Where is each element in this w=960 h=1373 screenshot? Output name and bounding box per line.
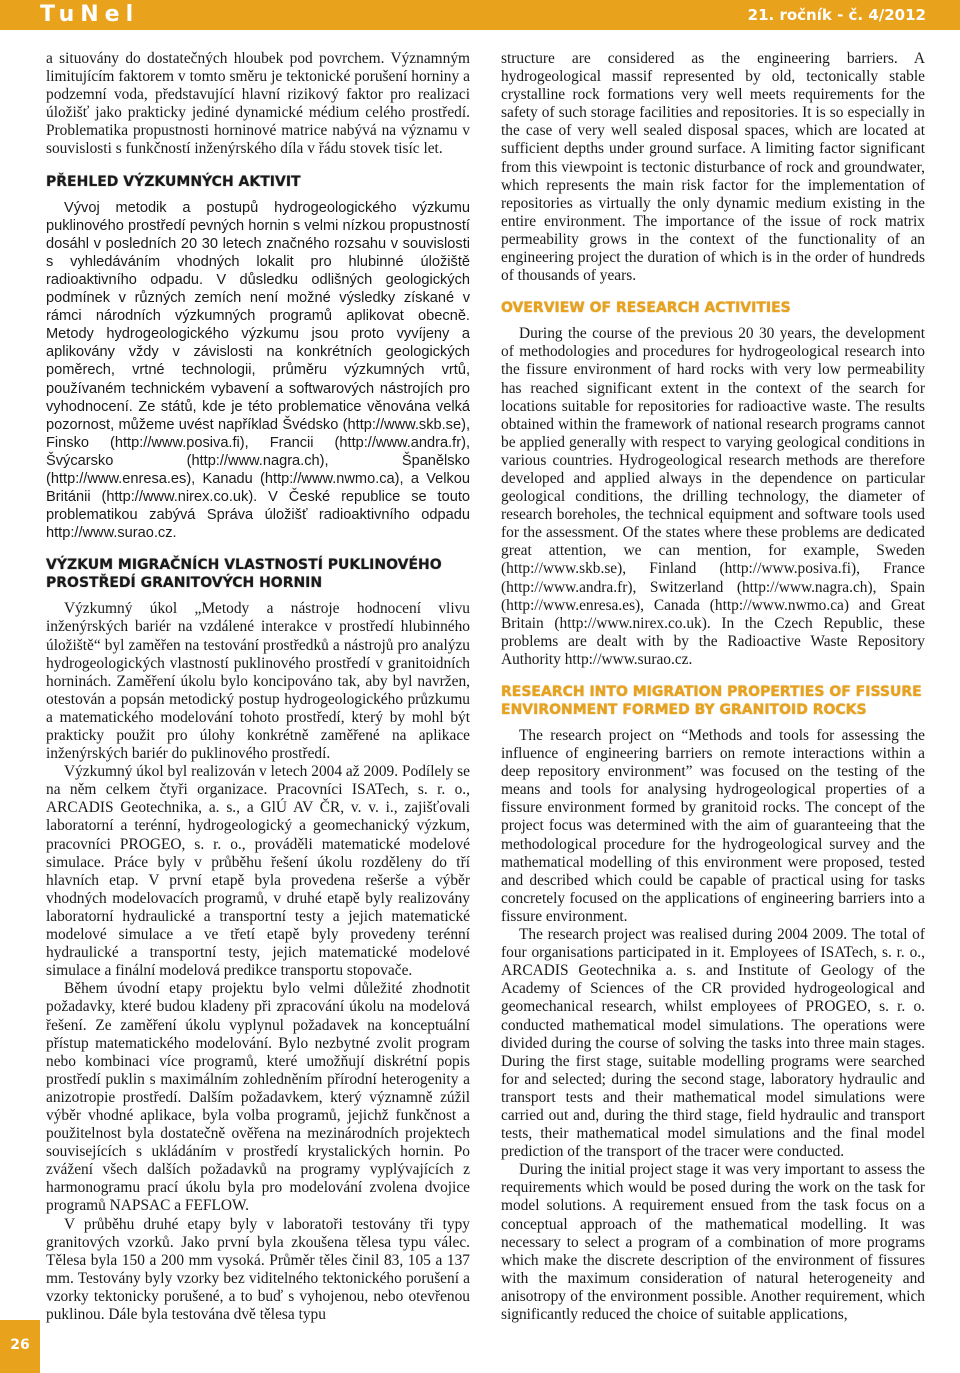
heading-line: VÝZKUM MIGRAČNÍCH VLASTNOSTÍ PUKLINOVÉHO bbox=[46, 557, 442, 574]
heading-line: RESEARCH INTO MIGRATION PROPERTIES OF FISSURE bbox=[501, 684, 922, 700]
paragraph: The research project was realised during 2004 2009. The total of four organisations participated in it. Employees of ISATech, s. r. o., ARCADIS Geotechnika a. s. and Institute of Geology of the Academy of Sciences of the CR provided hydrogeological and geomechanical research, whilst employees of PROGEO, s. r. o. conducted mathematical model simulations. The operations were divided during the course of solving the tasks into three main stages. During the first stage, suitable modelling programs were searched for and selected; during the second stage, laboratory hydraulic and transport tests and their mathematical model simulations were carried out and, during the third stage, field hydraulic and transport tests, their mathematical model simulations and the final model prediction of the transport of the tracer were conducted. bbox=[501, 926, 925, 1161]
journal-logo: TuNel bbox=[40, 2, 140, 27]
paragraph: Výzkumný úkol byl realizován v letech 2004 až 2009. Podílely se na něm celkem čtyři organizace. Pracovníci ISATech, s. r. o., ARCADIS Geotechnika, a. s., a GlÚ AV ČR, v. v. i., zajišťovali laboratorní a terénní, hydrogeologický a geomechanický výzkum, pracovníci PROGEO, s. r. o., prováděli matematické modelové simulace. Práce byly v průběhu řešení úkolu rozděleny do tří hlavních etap. V první etapě byla provedena rešerše a výběr vhodných modelovacích programů, v druhé etapě byly realizovány laboratorní hydraulické a transportní testy a jejich matematické modelové simulace a ve třetí etapě byly provedeny terénní hydraulické a transportní testy, jejich matematické modelové simulace a finální modelová predikce transportu stopovače. bbox=[46, 763, 470, 980]
header-bar bbox=[0, 0, 960, 30]
heading-line: ENVIRONMENT FORMED BY GRANITOID ROCKS bbox=[501, 702, 867, 718]
paragraph: V průběhu druhé etapy byly v laboratoři testovány tři typy granitových vzorků. Jako první byla zkoušena tělesa typu válec. Tělesa byla 150 a 200 mm vysoká. Průměr těles činil 83, 105 a 137 mm. Testovány byly vzorky bez viditelného tektonického porušení a vzorky tektonicky porušené, a to buď s vyhojenou, nebo otevřenou puklinou. Dále byla testována dvě tělesa typu bbox=[46, 1215, 470, 1323]
paragraph: Během úvodní etapy projektu bylo velmi důležité zhodnotit požadavky, které budou kladeny při zpracování úkolu na modelová řešení. Ze zaměření úkolu vyplynul požadavek na konceptuální přístup matematického modelování. Bylo nezbytné zvolit program nebo kombinaci více programů, které umožňují diskrétní popis prostředí puklin s maximálním zohledněním přírodní heterogenity a anizotropie prostředí. Dalším požadavkem, který významně zúžil výběr vhodné aplikace, byla volba programů, jejichž funkčnost a použitelnost byla dostatečně ověřena na mezinárodních projektech souvisejících s ukládáním v prostředí krystalických hornin. Po zvážení všech dalších požadavků na programy vyplývajících z harmonogramu prací úkolu byla pro modelování zvolena dvojice programů NAPSAC a FEFLOW. bbox=[46, 980, 470, 1215]
paragraph: Výzkumný úkol „Metody a nástroje hodnocení vlivu inženýrských bariér na vzdálené interakce v prostředí hlubinného úložiště“ byl zaměřen na testování prostředků a nástrojů pro analýzu hydrogeologických vlastností puklinového prostředí v granitoidních horninách. Zaměření úkolu bylo koncipováno tak, aby byl navržen, otestován a popsán metodický postup hydrogeologického průzkumu a matematického modelování tohoto prostředí, který by mohl být prakticky použit pro úlohy konkrétně zaměřené na aplikace inženýrských bariér do puklinového prostředí. bbox=[46, 600, 470, 763]
paragraph: structure are considered as the engineering barriers. A hydrogeological massif represented by old, tectonically stable crystalline rock formations very well meets requirements for the safety of such storage facilities and repositories. It is so especially in the case of very well sealed disposal spaces, which are located at sufficient depths under ground surface. A limiting factor significant from this viewpoint is tectonic disturbance of rock and groundwater, which represents the main risk factor for the implementation of repositories as virtually the only dynamic medium existing in the entire environment. The importance of the issue of rock matrix permeability grows in the context of the functionality of an engineering project the duration of which is in the order of hundreds of thousands of years. bbox=[501, 50, 925, 285]
issue-label: 21. ročník - č. 4/2012 bbox=[747, 6, 926, 24]
section-heading: PŘEHLED VÝZKUMNÝCH AKTIVIT bbox=[46, 173, 301, 190]
section-heading bbox=[46, 556, 470, 592]
page-number-tab bbox=[0, 1320, 40, 1373]
paragraph: Vývoj metodik a postupů hydrogeologického výzkumu puklinového prostředí pevných hornin s velmi nízkou propustností dosáhl v posledních 20 30 letech značného rozsahu v souvislosti s vyhledáváním vhodných lokalit pro hlubinné úložiště radioaktivního odpadu. V důsledku odlišných geologických podmínek v různých zemích není možné výsledky získané v rámci národních výzkumných programů aplikovat obecně. Metody hydrogeologického výzkumu jsou proto vyvíjeny a aplikovány vždy v závislosti na konkrétních geologických poměrech, vrtné technologii, průměru výzkumných vrtů, používaném technickém vybavení a softwarových nástrojích pro vyhodnocení. Ze států, kde je této problematice věnována velká pozornost, můžeme uvést například Švédsko (http://www.skb.se), Finsko (http://www.posiva.fi), Francii (http://www.andra.fr), Švýcarsko (http://www.nagra.ch), Španělsko (http://www.enresa.es), Kanadu (http://www.nwmo.ca), a Velkou Británii (http://www.nirex.co.uk). V České republice se touto problematikou zabývá Správa úložišť radioaktivního odpadu http://www.surao.cz. bbox=[46, 199, 470, 542]
czech-column bbox=[46, 50, 470, 1324]
paragraph: During the initial project stage it was very important to assess the requirements which would be posed during the work on the task for model solutions. A requirement ensued from the task focus on a conceptual approach of the mathematical modelling. It was necessary to select a program of a combination of more programs which make the discrete description of the environment of fissures with the maximum consideration of natural heterogeneity and anisotropy of the environment possible. Another requirement, which significantly reduced the choice of suitable applications, bbox=[501, 1161, 925, 1323]
heading-line: PROSTŘEDÍ GRANITOVÝCH HORNIN bbox=[46, 575, 323, 592]
paragraph: During the course of the previous 20 30 years, the development of methodologies and procedures for hydrogeological research into the fissure environment of hard rocks with very low permeability has reached significant extent in the context of the search for locations suitable for repositories for radioactive waste. The results obtained within the framework of national research programs cannot be applied generally with respect to varying geological conditions in various countries. Hydrogeological research methods are therefore developed and applied always in the dependence on particular geological conditions, the drilling technology, the diameter of research boreholes, the technical equipment and software tools used for the assessment. Of the states where these problems are dedicated great attention, we can mention, for example, Sweden (http://www.skb.se), Finland (http://www.posiva.fi), France (http://www.andra.fr), Switzerland (http://www.nagra.ch), Spain (http://www.enresa.es), Canada (http://www.nwmo.ca) and Great Britain (http://www.nirex.co.uk). In the Czech Republic, these problems are dealt with by the Radioactive Waste Repository Authority http://www.surao.cz. bbox=[501, 325, 925, 668]
english-column bbox=[501, 50, 925, 1324]
section-heading: OVERVIEW OF RESEARCH ACTIVITIES bbox=[501, 300, 791, 317]
paragraph: The research project on “Methods and tools for assessing the influence of engineering barriers on remote interactions within a deep repository environment” was focused on the testing of the means and tools for analysing hydrogeological properties of a fissure environment formed by granitoid rocks. The concept of the project focus was determined with the aim of guaranteeing that the methodological procedure for the hydrogeological survey and the mathematical modelling of this environment were proposed, tested and described which could be capable of practical using for tasks concretely focused on the applications of engineering barriers into a fissure environment. bbox=[501, 727, 925, 925]
section-heading bbox=[501, 683, 925, 719]
paragraph: a situovány do dostatečných hloubek pod povrchem. Významným limitujícím faktorem v tomto směru je tektonické porušení horniny a podzemní voda, představující hlavní rizikový faktor pro realizaci úložišť jako prakticky jediné dynamické médium celého prostředí. Problematika propustnosti horninové matrice nabývá na významu v souvislosti s funkčností inženýrského díla v řádu stovek tisíc let. bbox=[46, 50, 470, 158]
page-number: 26 bbox=[10, 1337, 30, 1353]
